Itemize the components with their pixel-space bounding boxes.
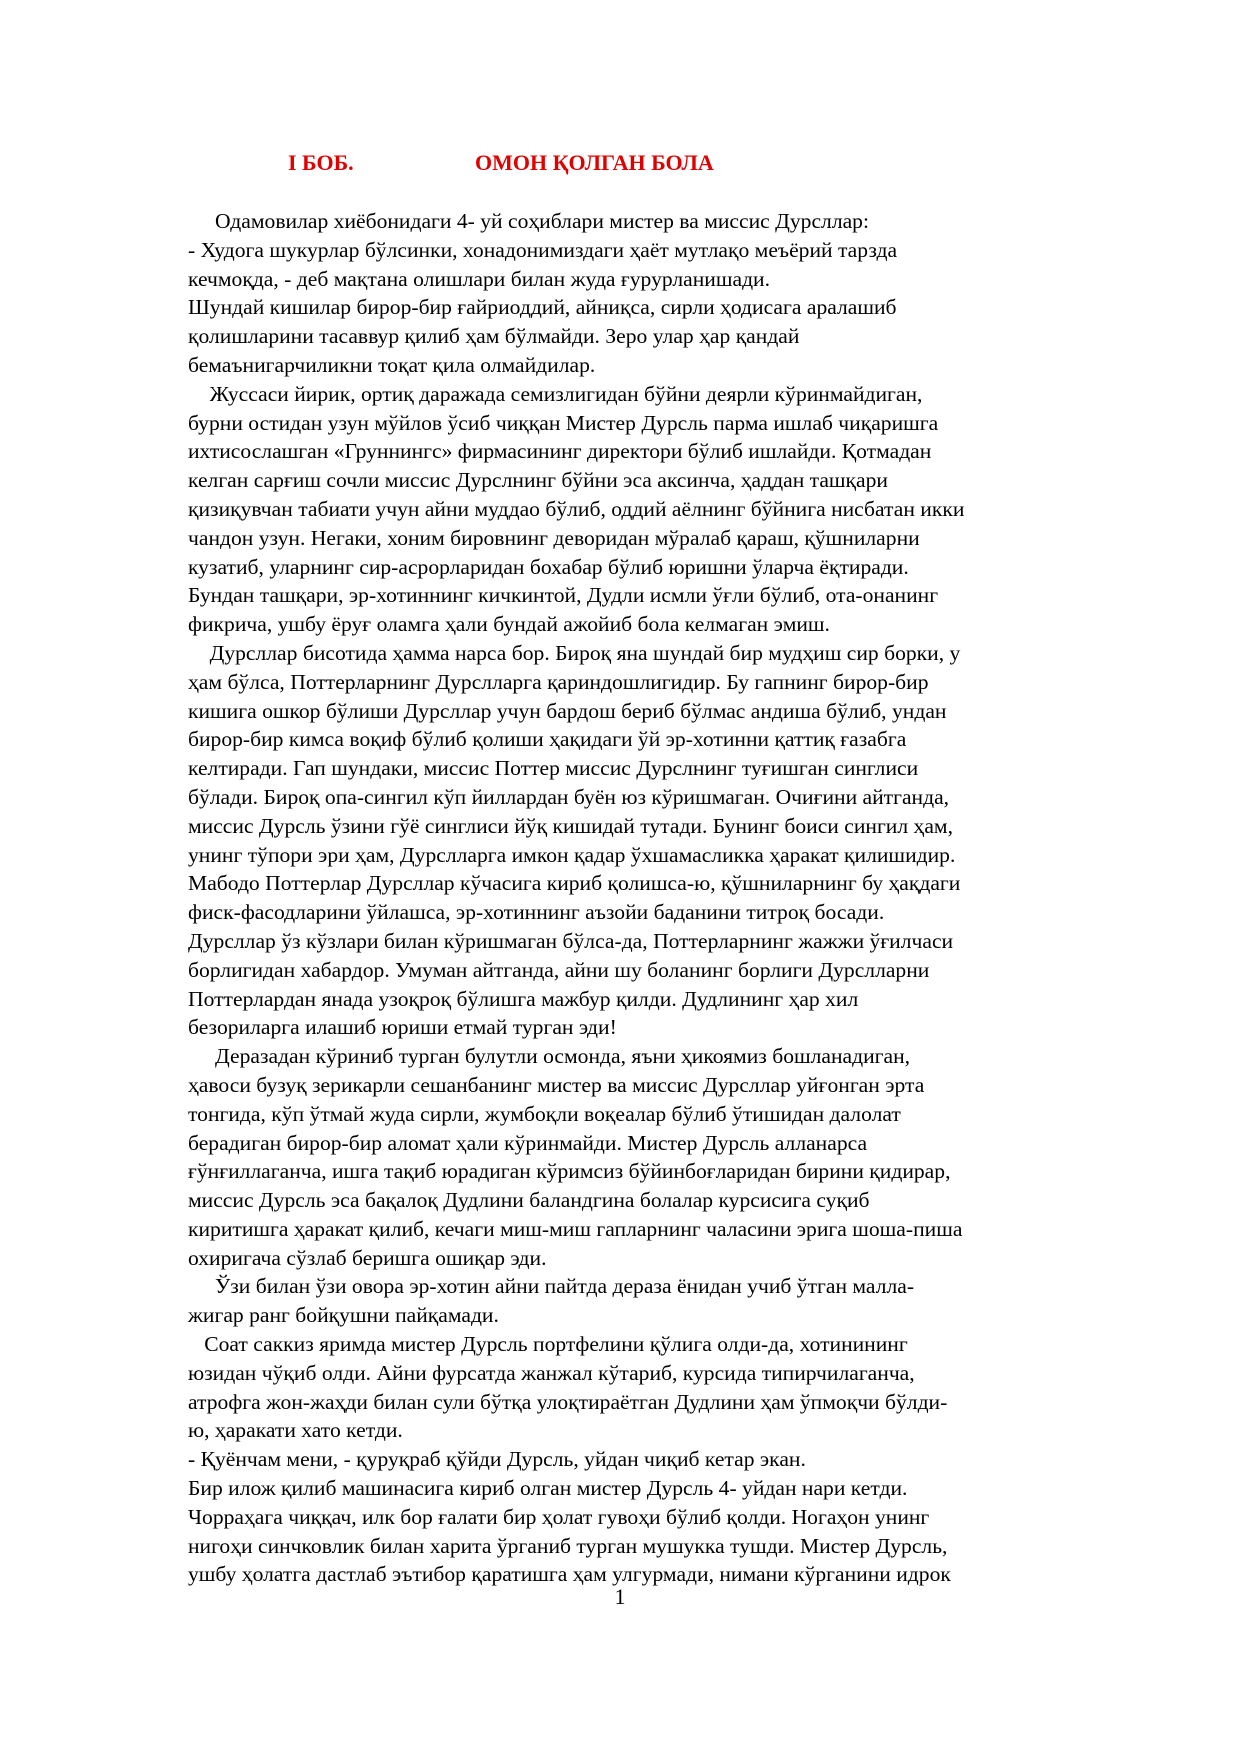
text-line: ғўнғиллаганча, ишга тақиб юрадиган кўримсиз бўйинбоғларидан бирини қидирар, [188, 1159, 951, 1184]
text-line: Дурсллар бисотида ҳамма нарса бор. Бироқ яна шундай бир мудҳиш сир борки, у [188, 640, 961, 665]
text-line: бурни остидан узун мўйлов ўсиб чиққан Мистер Дурсль парма ишлаб чиқаришга [188, 410, 939, 435]
text-line: Соат саккиз яримда мистер Дурсль портфелини қўлига олди-да, хотинининг [188, 1332, 908, 1357]
text-line: Бир илож қилиб машинасига кириб олган мистер Дурсль 4- уйдан нари кетди. [188, 1476, 908, 1501]
text-line: нигоҳи синчковлик билан харита ўрганиб турган мушукка тушди. Мистер Дурсль, [188, 1533, 948, 1558]
chapter-heading [0, 150, 1240, 182]
text-line: ю, ҳаракати хато кетди. [188, 1418, 403, 1443]
text-line: бўлади. Бироқ опа-сингил кўп йиллардан буён юз кўришмаган. Очиғини айтганда, [188, 784, 950, 809]
text-line: миссис Дурсль ўзини гўё синглиси йўқ кишидай тутади. Бунинг боиси сингил ҳам, [188, 813, 953, 838]
text-line: тонгида, кўп ўтмай жуда сирли, жумбоқли воқеалар бўлиб ўтишидан далолат [188, 1101, 901, 1126]
text-line: Дурсллар ўз кўзлари билан кўришмаган бўлса-да, Поттерларнинг жажжи ўғилчаси [188, 928, 954, 953]
text-line: кузатиб, уларнинг сир-асрорларидан бохабар бўлиб юришни ўларча ёқтиради. [188, 554, 909, 579]
text-line: Одамовилар хиёбонидаги 4- уй соҳиблари мистер ва миссис Дурсллар: [188, 209, 869, 233]
text-line: киритишга ҳаракат қилиб, кечаги миш-миш гапларнинг чаласини эрига шоша-пиша [188, 1216, 963, 1241]
text-line: бемаънигарчиликни тоқат қила олмайдилар. [188, 352, 596, 377]
text-line: келтиради. Гап шундаки, миссис Поттер миссис Дурслнинг туғишган синглиси [188, 756, 919, 781]
text-line: фиск-фасодларини ўйлашса, эр-хотиннинг аъзойи баданини титроқ босади. [188, 900, 885, 925]
text-line: Мабодо Поттерлар Дурсллар кўчасига кириб қолишса-ю, қўшниларнинг бу ҳақдаги [188, 871, 961, 896]
text-line: ҳавоси бузуқ зерикарли сешанбанинг мистер ва миссис Дурсллар уйғонган эрта [188, 1072, 925, 1097]
page-number: 1 [614, 1584, 626, 1609]
chapter-number: I БОБ. [288, 150, 354, 175]
text-line: унинг тўпори эри ҳам, Дурслларга имкон қадар ўхшамасликка ҳаракат қилишидир. [188, 842, 956, 867]
text-line: фикрича, ушбу ёруғ оламга ҳали бундай ажойиб бола келмаган эмиш. [188, 612, 830, 637]
text-line: Шундай кишилар бирор-бир ғайриоддий, айниқса, сирли ҳодисага аралашиб [188, 295, 897, 320]
text-line: безориларга илашиб юриши етмай турган эди! [188, 1015, 617, 1040]
text-line: Жуссаси йирик, ортиқ даражада семизлигидан бўйни деярли кўринмайдиган, [188, 381, 923, 406]
text-line: Поттерлардан янада узоқроқ бўлишга мажбур қилди. Дудлининг ҳар хил [188, 986, 859, 1011]
text-line: атрофга жон-жаҳди билан сули бўтқа улоқтираётган Дудлини ҳам ўпмоқчи бўлди- [188, 1389, 948, 1414]
text-line: бирор-бир кимса воқиф бўлиб қолиши ҳақидаги ўй эр-хотинни қаттиқ ғазабга [188, 727, 907, 752]
text-line: жигар ранг бойқушни пайқамади. [188, 1303, 499, 1328]
chapter-title: ОМОН ҚОЛГАН БОЛА [475, 150, 714, 175]
text-line: ҳам бўлса, Поттерларнинг Дурслларга қариндошлигидир. Бу гапнинг бирор-бир [188, 669, 929, 694]
text-line: кишига ошкор бўлиши Дурсллар учун бардош бериб бўлмас андиша бўлиб, ундан [188, 698, 947, 723]
text-line: борлигидан хабардор. Умуман айтганда, айни шу боланинг борлиги Дурслларни [188, 957, 930, 982]
text-line: чандон узун. Негаки, хоним бировнинг деворидан мўралаб қараш, қўшниларни [188, 525, 920, 550]
text-line: кечмоқда, - деб мақтана олишлари билан жуда ғурурланишади. [188, 266, 771, 291]
text-line: охиригача сўзлаб беришга ошиқар эди. [188, 1245, 547, 1270]
text-line: Ўзи билан ўзи овора эр-хотин айни пайтда дераза ёнидан учиб ўтган малла- [188, 1274, 915, 1299]
body-text [188, 207, 1088, 1589]
text-line: Бундан ташқари, эр-хотиннинг кичкинтой, Дудли исмли ўғли бўлиб, ота-онанинг [188, 583, 939, 608]
text-line: қизиқувчан табиати учун айни муддао бўлиб, оддий аёлнинг бўйнига нисбатан икки [188, 496, 965, 521]
text-line: - Қуёнчам мени, - қуруқраб қўйди Дурсль, уйдан чиқиб кетар экан. [188, 1447, 806, 1472]
text-line: қолишларини тасаввур қилиб ҳам бўлмайди. Зеро улар ҳар қандай [188, 324, 800, 349]
text-line: миссис Дурсль эса бақалоқ Дудлини баландгина болалар курсисига суқиб [188, 1188, 870, 1213]
text-line: юзидан чўқиб олди. Айни фурсатда жанжал кўтариб, курсида типирчилаганча, [188, 1360, 915, 1385]
text-line: Чорраҳага чиққач, илк бор ғалати бир ҳолат гувоҳи бўлиб қолди. Ногаҳон унинг [188, 1504, 930, 1529]
text-line: келган сарғиш сочли миссис Дурслнинг бўйни эса аксинча, ҳаддан ташқари [188, 468, 888, 493]
text-line: ихтисослашган «Груннингс» фирмасининг директори бўлиб ишлайди. Қотмадан [188, 439, 932, 464]
text-line: Деразадан кўриниб турган булутли осмонда, яъни ҳикоямиз бошланадиган, [188, 1044, 911, 1069]
text-line: берадиган бирор-бир аломат ҳали кўринмайди. Мистер Дурсль алланарса [188, 1130, 868, 1155]
text-line: ушбу ҳолатга дастлаб эътибор қаратишга ҳам улгурмади, нимани кўрганини идрок [188, 1562, 951, 1587]
text-line: - Худога шукурлар бўлсинки, хонадонимиздаги ҳаёт мутлақо меъёрий тарзда [188, 237, 898, 262]
